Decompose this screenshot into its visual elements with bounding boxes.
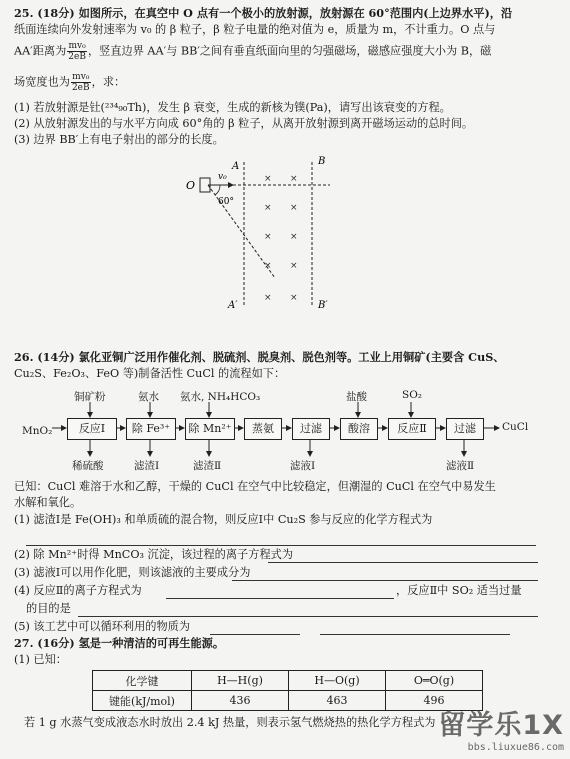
field-cross: × (264, 174, 272, 184)
field-cross: × (290, 203, 298, 213)
flow-arrows (0, 380, 570, 480)
q26-sub-3: (3) 滤液Ⅰ可以用作化肥，则该滤液的主要成分为 (14, 566, 251, 579)
flow-input-so2: SO₂ (402, 389, 423, 401)
flow-output-residue-2: 滤渣Ⅱ (193, 460, 222, 472)
q25-line-1: 25. (18分) 如图所示，在真空中 O 点有一个极小的放射源，放射源在 60°范围内(上边界水平)，沿 (14, 6, 513, 20)
table-header-cell: 化学键 (93, 671, 192, 691)
q25-line-3 (14, 41, 491, 62)
flow-box-acid-dissolve: 酸溶 (340, 418, 378, 440)
flow-box-filter-2: 过滤 (446, 418, 484, 440)
q27-line-2: (1) 已知： (14, 653, 67, 666)
answer-line (320, 634, 510, 635)
table-cell: 496 (386, 691, 483, 711)
q26-sub-4a: (4) 反应Ⅱ的离子方程式为 (14, 584, 142, 597)
flow-end: CuCl (502, 421, 529, 433)
field-cross: × (264, 232, 272, 242)
magnetic-field-figure (180, 150, 360, 320)
flow-start: MnO₂ (22, 425, 53, 437)
table-cell: 436 (192, 691, 289, 711)
q25-sub-2: (2) 从放射源发出的与水平方向成 60°角的 β 粒子，从离开放射源到离开磁场运动的总时间。 (14, 117, 474, 130)
q25-sub-3: (3) 边界 BB′上有电子射出的部分的长度。 (14, 133, 224, 146)
q25-line-4 (14, 72, 125, 93)
field-cross: × (290, 174, 298, 184)
flow-box-remove-fe: 除 Fe³⁺ (126, 418, 176, 440)
q26-sub-4c: 的目的是 (26, 602, 71, 615)
flow-input-ammonia-bicarb: 氨水, NH₄HCO₃ (180, 391, 261, 403)
flow-box-distill-ammonia: 蒸氨 (244, 418, 282, 440)
angle-arc (215, 185, 220, 195)
q26-line-1: 26. (14分) 氯化亚铜广泛用作催化剂、脱硫剂、脱臭剂、脱色剂等。工业上用铜矿(主要含 CuS、 (14, 350, 505, 364)
q25-line-4-pre: 场宽度也为 (14, 75, 70, 89)
label-b-prime: B′ (318, 300, 328, 311)
flow-output-residue-1: 滤渣Ⅰ (134, 460, 160, 472)
q26-known-1: 已知：CuCl 难溶于水和乙醇，干燥的 CuCl 在空气中比较稳定，但潮湿的 CuCl 在空气中易发生 (14, 480, 496, 493)
flow-input-hcl: 盐酸 (346, 391, 367, 403)
flow-box-reaction-2: 反应Ⅱ (388, 418, 436, 440)
fraction-numerator: mv₀ (68, 41, 86, 51)
label-b: B (318, 156, 326, 167)
q25-line-2: 纸面连续向外发射速率为 v₀ 的 β 粒子，β 粒子电量的绝对值为 e，质量为 m，不计重力。O 点与 (14, 23, 496, 36)
flow-output-dilute-h2so4: 稀硫酸 (72, 460, 104, 472)
q26-sub-4b: ，反应Ⅱ中 SO₂ 适当过量 (396, 584, 522, 597)
q25-sub-1: (1) 若放射源是钍(²³⁴₉₀Th)，发生 β 衰变，生成的新核为镤(Pa)，请写出该衰变的方程。 (14, 101, 451, 114)
watermark-logo: 留学乐1X (438, 710, 564, 741)
field-cross: × (290, 232, 298, 242)
q26-sub-1: (1) 滤渣Ⅰ是 Fe(OH)₃ 和单质硫的混合物，则反应Ⅰ中 Cu₂S 参与反应的化学方程式为 (14, 513, 433, 526)
flow-input-ore: 铜矿粉 (74, 391, 106, 403)
flow-box-filter-1: 过滤 (292, 418, 330, 440)
answer-line (268, 562, 538, 563)
table-header-row (93, 671, 483, 691)
label-angle: 60° (218, 197, 234, 207)
table-cell: 463 (289, 691, 386, 711)
table-header-cell: H—O(g) (289, 671, 386, 691)
answer-line (166, 598, 394, 599)
q25-line-3-pre: AA′距离为 (14, 44, 67, 58)
field-cross: × (264, 203, 272, 213)
label-a-prime: A′ (228, 300, 238, 311)
q26-sub-5: (5) 该工艺中可以循环利用的物质为 (14, 620, 191, 633)
watermark-url: bbs.liuxue86.com (467, 742, 564, 753)
velocity-arrow-head (228, 182, 234, 188)
fraction (67, 41, 87, 62)
label-a: A (232, 161, 240, 172)
field-cross: × (264, 293, 272, 303)
table-cell: 键能(kJ/mol) (93, 691, 192, 711)
table-header-cell: H—H(g) (192, 671, 289, 691)
flow-output-filtrate-1: 滤液Ⅰ (290, 460, 316, 472)
watermark (438, 703, 564, 753)
label-o: O (186, 179, 196, 192)
flow-output-filtrate-2: 滤液Ⅱ (446, 460, 475, 472)
field-cross: × (264, 261, 272, 271)
q27-last-line: 若 1 g 水蒸气变成液态水时放出 2.4 kJ 热量，则表示氢气燃烧热的热化学方程式为 (24, 716, 436, 729)
answer-line (210, 634, 300, 635)
table-header-cell: O═O(g) (386, 671, 483, 691)
bond-energy-table (92, 670, 483, 711)
field-cross: × (290, 293, 298, 303)
field-cross: × (290, 261, 298, 271)
answer-line (78, 616, 538, 617)
q26-line-2: Cu₂S、Fe₂O₃、FeO 等)制备活性 CuCl 的流程如下： (14, 367, 286, 380)
q27-line-1: 27. (16分) 氢是一种清洁的可再生能源。 (14, 636, 225, 650)
flow-input-ammonia: 氨水 (138, 391, 159, 403)
fraction (71, 72, 91, 93)
q26-sub-2: (2) 除 Mn²⁺时得 MnCO₃ 沉淀，该过程的离子方程式为 (14, 548, 294, 561)
flow-box-remove-mn: 除 Mn²⁺ (185, 418, 235, 440)
table-row (93, 691, 483, 711)
label-v0: v₀ (218, 172, 227, 182)
answer-line (26, 545, 536, 546)
q26-known-2: 水解和氧化。 (14, 496, 82, 509)
fraction-numerator: mv₀ (72, 72, 90, 82)
answer-line (232, 580, 538, 581)
q25-line-4-post: ，求： (91, 75, 126, 89)
q25-line-3-post: ，竖直边界 AA′与 BB′之间有垂直纸面向里的匀强磁场，磁感应强度大小为 B，磁 (87, 44, 492, 58)
fraction-denominator: 2eB (68, 52, 86, 62)
fraction-denominator: 2eB (71, 83, 90, 93)
flow-box-reaction-1: 反应Ⅰ (67, 418, 117, 440)
